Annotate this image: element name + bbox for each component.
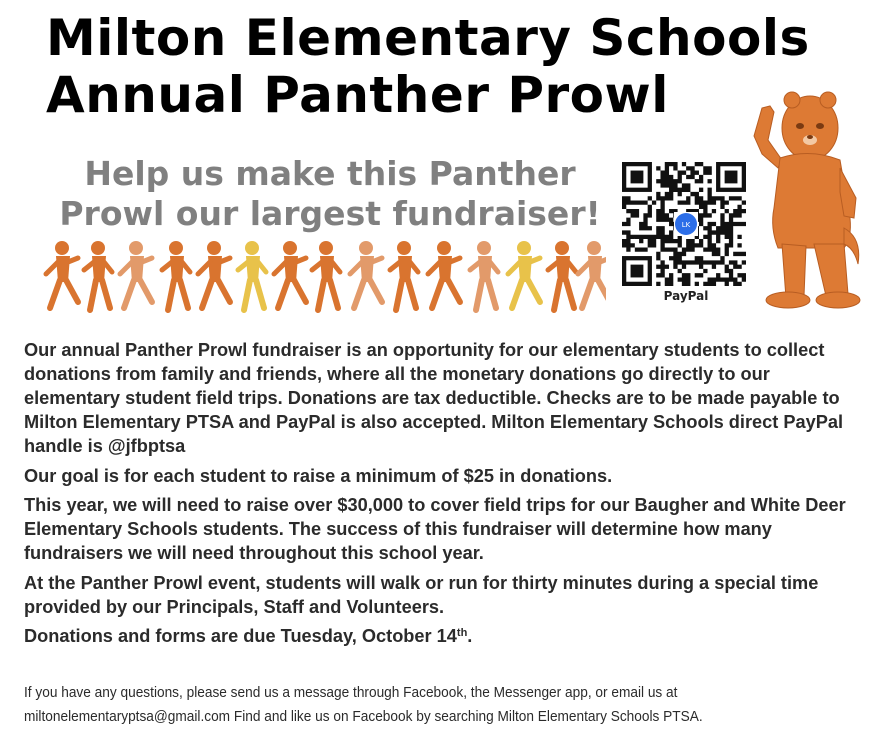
tagline-line-1: Help us make this Panther <box>84 154 576 193</box>
tagline-line-2: Prowl our largest fundraiser! <box>59 194 601 233</box>
paragraph-goal: Our goal is for each student to raise a minimum of $25 in donations. <box>24 465 613 486</box>
runner-figure <box>46 241 78 308</box>
title-line-2: Annual Panther Prowl <box>46 66 669 124</box>
fundraiser-tagline <box>40 154 620 234</box>
runner-figure <box>470 241 498 310</box>
qr-badge-label: LK <box>681 221 691 229</box>
paragraph-overview: Our annual Panther Prowl fundraiser is an opportunity for our elementary students to collect donations from family and friends, where all the monetary donations go directly to our elementary student field trips. Donations are tax deductible. Checks are to be made payable to Milton Elementary PTSA and PayPal is also accepted. Milton Elementary Schools direct PayPal handle is @jfbptsa <box>24 340 844 456</box>
paypal-qr-code[interactable] <box>622 162 750 312</box>
runner-figure <box>120 241 152 308</box>
runner-figure <box>350 241 382 308</box>
runner-figure <box>548 241 576 310</box>
qr-finder-pattern <box>622 162 652 192</box>
runner-figure <box>428 241 460 308</box>
runner-figure <box>274 241 306 308</box>
panther-mascot-image <box>748 88 866 310</box>
title-line-1: Milton Elementary Schools <box>46 9 810 67</box>
flyer-body <box>24 338 864 654</box>
runner-figure <box>390 241 418 310</box>
qr-code-image <box>622 162 750 286</box>
footer-line-2: miltonelementaryptsa@gmail.com Find and like us on Facebook by searching Milton Elementary Schools PTSA. <box>24 707 703 725</box>
running-children-illustration <box>36 238 606 320</box>
flyer-title <box>46 10 866 124</box>
runner-figure <box>578 241 606 308</box>
paragraph-target: This year, we will need to raise over $30,000 to cover field trips for our Baugher and White Deer Elementary Schools students. The success of this fundraiser will determine how many fundraisers we will need throughout this school year. <box>24 495 846 563</box>
deadline-ordinal: th <box>456 627 468 639</box>
deadline-period: . <box>467 626 473 646</box>
runner-figure <box>198 241 230 308</box>
runner-figure <box>238 241 266 310</box>
runner-figure <box>84 241 112 310</box>
runner-figure <box>312 241 340 310</box>
paypal-caption: PayPal <box>663 289 709 303</box>
footer-line-1: If you have any questions, please send us a message through Facebook, the Messenger app, or email us at <box>24 684 678 701</box>
contact-footer <box>24 681 789 728</box>
runner-figure <box>162 241 190 310</box>
paragraph-deadline <box>24 624 864 648</box>
paragraph-event: At the Panther Prowl event, students will walk or run for thirty minutes during a special time provided by our Principals, Staff and Volunteers. <box>24 572 819 617</box>
deadline-text: Donations and forms are due Tuesday, October 14 <box>24 626 457 646</box>
qr-finder-pattern <box>622 256 652 286</box>
qr-finder-pattern <box>716 162 746 192</box>
runner-figure <box>508 241 540 308</box>
